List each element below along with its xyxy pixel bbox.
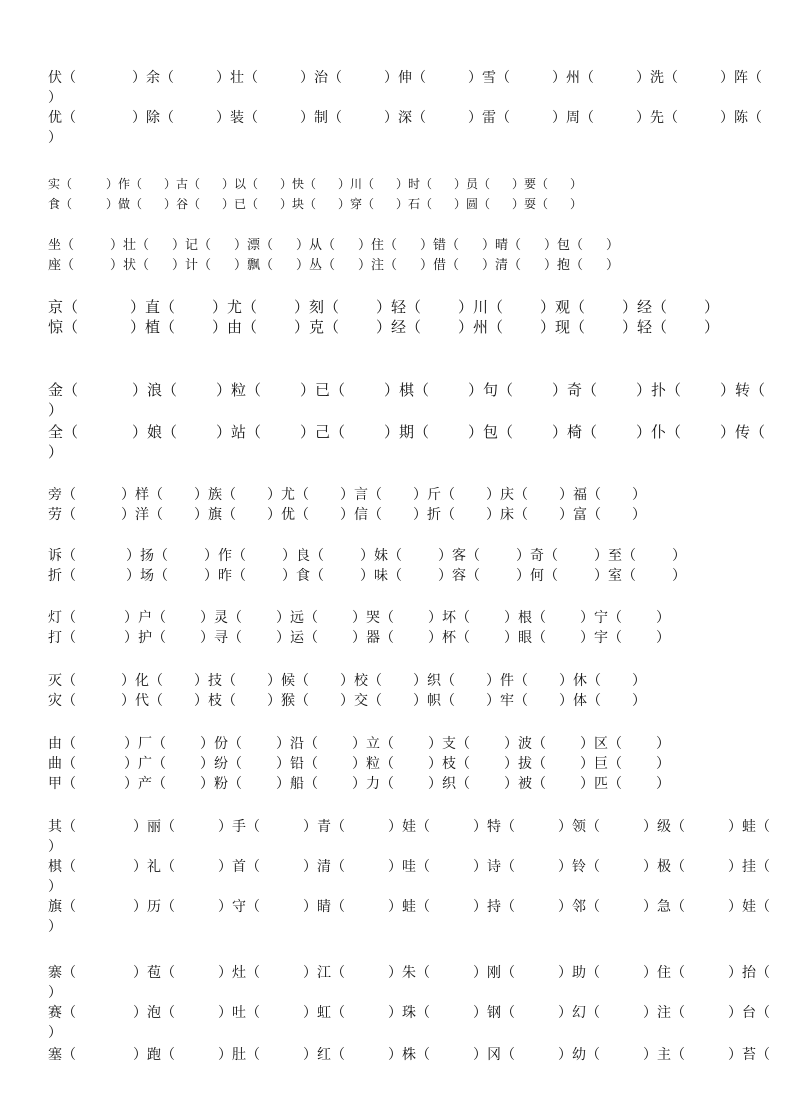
worksheet-line [48,1045,768,1065]
char-blank-item: ）族（ [194,487,236,503]
char-blank-item: 棋（ [48,859,76,875]
char-blank-item: ）容（ [438,568,480,584]
char-blank-item: ） [632,693,646,709]
worksheet-line [48,68,768,88]
char-blank-item: ）历（ [133,899,175,915]
char-blank-item: ）力（ [352,776,394,792]
char-blank-item: ）化（ [121,673,163,689]
char-blank-item: ）时（ [396,177,433,191]
char-blank-item: 坐（ [48,238,75,253]
char-blank-item: ）纷（ [200,756,242,772]
char-blank-item: ）州（ [458,318,504,336]
char-blank-item: ）场（ [126,568,168,584]
closing-paren: ） [48,90,62,106]
char-blank-item: ）洋（ [121,507,163,523]
char-blank-item: ）珠（ [388,1005,430,1021]
char-blank-item: ）苔（ [728,1047,770,1063]
worksheet-line [48,963,768,983]
char-blank-item: ）护（ [124,630,166,646]
char-blank-item: ）扬（ [126,548,168,564]
wrapped-line-tail [48,442,768,462]
char-blank-item: ）泡（ [133,1005,175,1021]
char-blank-item: ）帜（ [413,693,455,709]
char-blank-item: ）包（ [468,423,514,441]
char-blank-item: ）轻（ [622,318,668,336]
char-blank-item: ） [656,610,670,626]
char-blank-item: ）区（ [580,736,622,752]
char-blank-item: 其（ [48,819,76,835]
char-blank-item: ）至（ [594,548,636,564]
char-blank-item: ）织（ [428,776,470,792]
char-blank-item: ）经（ [376,318,422,336]
char-blank-item: ）猴（ [267,693,309,709]
worksheet-line [48,897,768,917]
worksheet-line [48,628,768,648]
char-blank-item: ）做（ [106,197,143,211]
char-blank-item: ）除（ [132,110,174,126]
char-blank-item: ）状（ [110,258,150,273]
char-blank-item: ）装（ [216,110,258,126]
char-blank-item: ）冈（ [473,1047,515,1063]
char-blank-item: ）校（ [340,673,382,689]
char-blank-item: ）先（ [636,110,678,126]
char-blank-item: ）青（ [303,819,345,835]
worksheet-line [48,256,768,276]
char-blank-item: ）肚（ [218,1047,260,1063]
char-blank-item: ）蛙（ [388,899,430,915]
char-blank-item: 由（ [48,736,76,752]
char-blank-item: ）古（ [164,177,201,191]
char-blank-item: 全（ [48,423,79,441]
char-blank-item: ）扑（ [636,381,682,399]
worksheet-line [48,194,768,214]
char-blank-item: ）福（ [559,487,601,503]
char-blank-item: ）棋（ [384,381,430,399]
char-blank-item: ）庆（ [486,487,528,503]
char-blank-item: ）伸（ [384,70,426,86]
char-blank-item: ）立（ [352,736,394,752]
worksheet-line [48,817,768,837]
char-blank-item: ）主（ [643,1047,685,1063]
char-blank-item: ）哭（ [352,610,394,626]
closing-paren: ） [48,401,64,419]
worksheet-line [48,297,768,317]
closing-paren: ） [48,1025,62,1041]
char-blank-item: ）产（ [124,776,166,792]
char-blank-item: ）跑（ [133,1047,175,1063]
char-blank-item: ）织（ [413,673,455,689]
char-blank-item: ）己（ [300,423,346,441]
char-blank-item: ）昨（ [204,568,246,584]
char-blank-item: ）句（ [468,381,514,399]
char-blank-item: ）交（ [340,693,382,709]
char-blank-item: ）株（ [388,1047,430,1063]
char-blank-item: ） [672,568,686,584]
char-blank-item: ）灶（ [218,965,260,981]
char-blank-item: ） [632,487,646,503]
char-blank-item: ）周（ [552,110,594,126]
char-blank-item: ）休（ [559,673,601,689]
char-blank-item: ） [606,238,620,253]
char-blank-item: ）漂（ [234,238,274,253]
char-blank-item: ）斤（ [413,487,455,503]
closing-paren: ） [48,985,62,1001]
worksheet-line [48,608,768,628]
char-blank-item: ）运（ [276,630,318,646]
char-blank-item: ）钢（ [473,1005,515,1021]
char-blank-item: ）丛（ [296,258,336,273]
char-blank-item: ）守（ [218,899,260,915]
char-blank-item: ）宇（ [580,630,622,646]
char-blank-item: ）壮（ [110,238,150,253]
char-blank-item: ）技（ [194,673,236,689]
char-blank-item: ）穿（ [338,197,375,211]
char-blank-item: ）台（ [728,1005,770,1021]
char-blank-item: ）床（ [486,507,528,523]
char-blank-item: ）礼（ [133,859,175,875]
char-blank-item: ）仆（ [636,423,682,441]
worksheet-line [48,566,768,586]
char-blank-item: ）浪（ [132,381,178,399]
char-blank-item: ）已（ [300,381,346,399]
char-blank-item: ）支（ [428,736,470,752]
char-blank-item: ）从（ [296,238,336,253]
char-blank-item: ）借（ [420,258,460,273]
char-blank-item: ）川（ [338,177,375,191]
char-blank-item: ）清（ [482,258,522,273]
char-blank-item: ）户（ [124,610,166,626]
char-blank-item: ）椅（ [552,423,598,441]
char-blank-item: ）作（ [204,548,246,564]
char-blank-item: ）室（ [594,568,636,584]
char-blank-item: ）旗（ [194,507,236,523]
char-blank-item: ）快（ [280,177,317,191]
char-blank-item: ）手（ [218,819,260,835]
char-blank-item: ）客（ [438,548,480,564]
char-blank-item: 塞（ [48,1047,76,1063]
char-blank-item: ） [656,776,670,792]
char-blank-item: ）助（ [558,965,600,981]
char-blank-item: ）员（ [454,177,491,191]
char-blank-item: ）铃（ [558,859,600,875]
char-blank-item: ）壮（ [216,70,258,86]
char-blank-item: ）奇（ [516,548,558,564]
char-blank-item: ）刻（ [294,298,340,316]
char-blank-item: ）匹（ [580,776,622,792]
char-blank-item: ）娃（ [728,899,770,915]
char-blank-item: ）诗（ [473,859,515,875]
char-blank-item: ）观（ [540,298,586,316]
char-blank-item: ）以（ [222,177,259,191]
char-blank-item: ）持（ [473,899,515,915]
char-blank-item: ）牢（ [486,693,528,709]
char-blank-item: ）枝（ [194,693,236,709]
char-blank-item: ）圆（ [454,197,491,211]
char-blank-item: ）味（ [360,568,402,584]
char-blank-item: ）谷（ [164,197,201,211]
char-blank-item: ）件（ [486,673,528,689]
char-blank-item: ）巨（ [580,756,622,772]
char-blank-item: ）陈（ [720,110,762,126]
char-blank-item: ）灵（ [200,610,242,626]
char-blank-item: ）现（ [540,318,586,336]
char-blank-item: 打（ [48,630,76,646]
char-blank-item: ）深（ [384,110,426,126]
char-blank-item: ）粒（ [352,756,394,772]
char-blank-item: ）块（ [280,197,317,211]
char-blank-item: ）眼（ [504,630,546,646]
char-blank-item: ）奇（ [552,381,598,399]
char-blank-item: ） [606,258,620,273]
char-blank-item: 灯（ [48,610,76,626]
char-blank-item: 诉（ [48,548,76,564]
wrapped-line-tail [48,400,768,420]
char-blank-item: ）抬（ [728,965,770,981]
char-blank-item: ）良（ [282,548,324,564]
char-blank-item: ）苞（ [133,965,175,981]
char-blank-item: ）候（ [267,673,309,689]
char-blank-item: ） [704,298,720,316]
char-blank-item: 旁（ [48,487,76,503]
char-blank-item: ）广（ [124,756,166,772]
char-blank-item: ）转（ [720,381,766,399]
char-blank-item: 旗（ [48,899,76,915]
closing-paren: ） [48,130,62,146]
char-blank-item: ）红（ [303,1047,345,1063]
char-blank-item: ）远（ [276,610,318,626]
char-blank-item: ）记（ [172,238,212,253]
worksheet-line [48,380,768,400]
char-blank-item: ）克（ [294,318,340,336]
char-blank-item: ）要（ [512,177,549,191]
char-blank-item: ）江（ [303,965,345,981]
char-blank-item: ）拔（ [504,756,546,772]
char-blank-item: ）信（ [340,507,382,523]
char-blank-item: ）船（ [276,776,318,792]
char-blank-item: ）幼（ [558,1047,600,1063]
char-blank-item: 优（ [48,110,76,126]
char-blank-item: ）耍（ [512,197,549,211]
worksheet-line [48,236,768,256]
char-blank-item: ）粒（ [216,381,262,399]
worksheet-line [48,317,768,337]
char-blank-item: ）坏（ [428,610,470,626]
char-blank-item: 曲（ [48,756,76,772]
char-blank-item: ）幻（ [558,1005,600,1021]
char-blank-item: ）沿（ [276,736,318,752]
wrapped-line-tail [48,1023,768,1043]
worksheet-line [48,505,768,525]
char-blank-item: ）作（ [106,177,143,191]
char-blank-item: ） [632,673,646,689]
char-blank-item: ）哇（ [388,859,430,875]
char-blank-item: ）娘（ [132,423,178,441]
char-blank-item: ）经（ [622,298,668,316]
char-blank-item: 赛（ [48,1005,76,1021]
char-blank-item: ）极（ [643,859,685,875]
char-blank-item: ）份（ [200,736,242,752]
char-blank-item: ）已（ [222,197,259,211]
wrapped-line-tail [48,837,768,857]
worksheet-line [48,857,768,877]
char-blank-item: ）飘（ [234,258,274,273]
char-blank-item: ）站（ [216,423,262,441]
char-blank-item: ）富（ [559,507,601,523]
wrapped-line-tail [48,983,768,1003]
char-blank-item: ） [570,177,583,191]
char-blank-item: ）尤（ [267,487,309,503]
char-blank-item: ）级（ [643,819,685,835]
char-blank-item: ）蛙（ [728,819,770,835]
char-blank-item: 折（ [48,568,76,584]
worksheet-line [48,754,768,774]
char-blank-item: 惊（ [48,318,79,336]
char-blank-item: ）丽（ [133,819,175,835]
char-blank-item: ）优（ [267,507,309,523]
char-blank-item: ）妹（ [360,548,402,564]
char-blank-item: ）制（ [300,110,342,126]
char-blank-item: 食（ [48,197,73,211]
char-blank-item: ） [656,630,670,646]
wrapped-line-tail [48,88,768,108]
char-blank-item: ）注（ [643,1005,685,1021]
char-blank-item: ）娃（ [388,819,430,835]
char-blank-item: ）体（ [559,693,601,709]
char-blank-item: ）刚（ [473,965,515,981]
char-blank-item: ）洗（ [636,70,678,86]
char-blank-item: ）特（ [473,819,515,835]
wrapped-line-tail [48,128,768,148]
char-blank-item: ）首（ [218,859,260,875]
char-blank-item: ）由（ [212,318,258,336]
char-blank-item: ）雪（ [468,70,510,86]
worksheet-line [48,691,768,711]
worksheet-line [48,422,768,442]
char-blank-item: ）折（ [413,507,455,523]
char-blank-item: ）清（ [303,859,345,875]
char-blank-item: ）邻（ [558,899,600,915]
char-blank-item: ）晴（ [482,238,522,253]
char-blank-item: ） [632,507,646,523]
char-blank-item: ）挂（ [728,859,770,875]
char-blank-item: ）治（ [300,70,342,86]
char-blank-item: ）计（ [172,258,212,273]
char-blank-item: ） [656,736,670,752]
char-blank-item: 灾（ [48,693,76,709]
char-blank-item: ）州（ [552,70,594,86]
char-blank-item: ）尤（ [212,298,258,316]
char-blank-item: ）抱（ [544,258,584,273]
char-blank-item: ）被（ [504,776,546,792]
char-blank-item: ）阵（ [720,70,762,86]
char-blank-item: ）错（ [420,238,460,253]
char-blank-item: ）厂（ [124,736,166,752]
char-blank-item: 劳（ [48,507,76,523]
char-blank-item: ）枝（ [428,756,470,772]
worksheet-line [48,108,768,128]
char-blank-item: ）吐（ [218,1005,260,1021]
char-blank-item: ）代（ [121,693,163,709]
worksheet-line [48,1003,768,1023]
char-blank-item: ）宁（ [580,610,622,626]
char-blank-item: 灭（ [48,673,76,689]
worksheet-line [48,174,768,194]
char-blank-item: ） [656,756,670,772]
char-blank-item: ）言（ [340,487,382,503]
char-blank-item: ）朱（ [388,965,430,981]
char-blank-item: 伏（ [48,70,76,86]
char-blank-item: ）睛（ [303,899,345,915]
char-blank-item: ）波（ [504,736,546,752]
char-blank-item: ）植（ [130,318,176,336]
closing-paren: ） [48,919,62,935]
char-blank-item: ）期（ [384,423,430,441]
char-blank-item: 寨（ [48,965,76,981]
char-blank-item: ）根（ [504,610,546,626]
char-blank-item: ） [704,318,720,336]
char-blank-item: ）雷（ [468,110,510,126]
char-blank-item: ） [672,548,686,564]
wrapped-line-tail [48,917,768,937]
char-blank-item: ）包（ [544,238,584,253]
char-blank-item: 金（ [48,381,79,399]
char-blank-item: ）何（ [516,568,558,584]
char-blank-item: ）粉（ [200,776,242,792]
char-blank-item: ）杯（ [428,630,470,646]
char-blank-item: 座（ [48,258,75,273]
char-blank-item: ）注（ [358,258,398,273]
closing-paren: ） [48,839,62,855]
char-blank-item: ） [570,197,583,211]
char-blank-item: ）样（ [121,487,163,503]
wrapped-line-tail [48,877,768,897]
char-blank-item: ）寻（ [200,630,242,646]
char-blank-item: ）急（ [643,899,685,915]
worksheet-line [48,774,768,794]
char-blank-item: ）川（ [458,298,504,316]
worksheet-line [48,546,768,566]
char-blank-item: ）食（ [282,568,324,584]
worksheet-line [48,671,768,691]
char-blank-item: ）领（ [558,819,600,835]
char-blank-item: ）住（ [358,238,398,253]
char-blank-item: ）直（ [130,298,176,316]
char-blank-item: ）传（ [720,423,766,441]
char-blank-item: 京（ [48,298,79,316]
char-blank-item: 甲（ [48,776,76,792]
char-blank-item: ）轻（ [376,298,422,316]
closing-paren: ） [48,443,64,461]
char-blank-item: ）器（ [352,630,394,646]
worksheet-line [48,734,768,754]
char-blank-item: ）余（ [132,70,174,86]
closing-paren: ） [48,879,62,895]
char-blank-item: ）铅（ [276,756,318,772]
char-blank-item: ）虹（ [303,1005,345,1021]
char-blank-item: ）石（ [396,197,433,211]
char-blank-item: 实（ [48,177,73,191]
worksheet-line [48,485,768,505]
char-blank-item: ）住（ [643,965,685,981]
